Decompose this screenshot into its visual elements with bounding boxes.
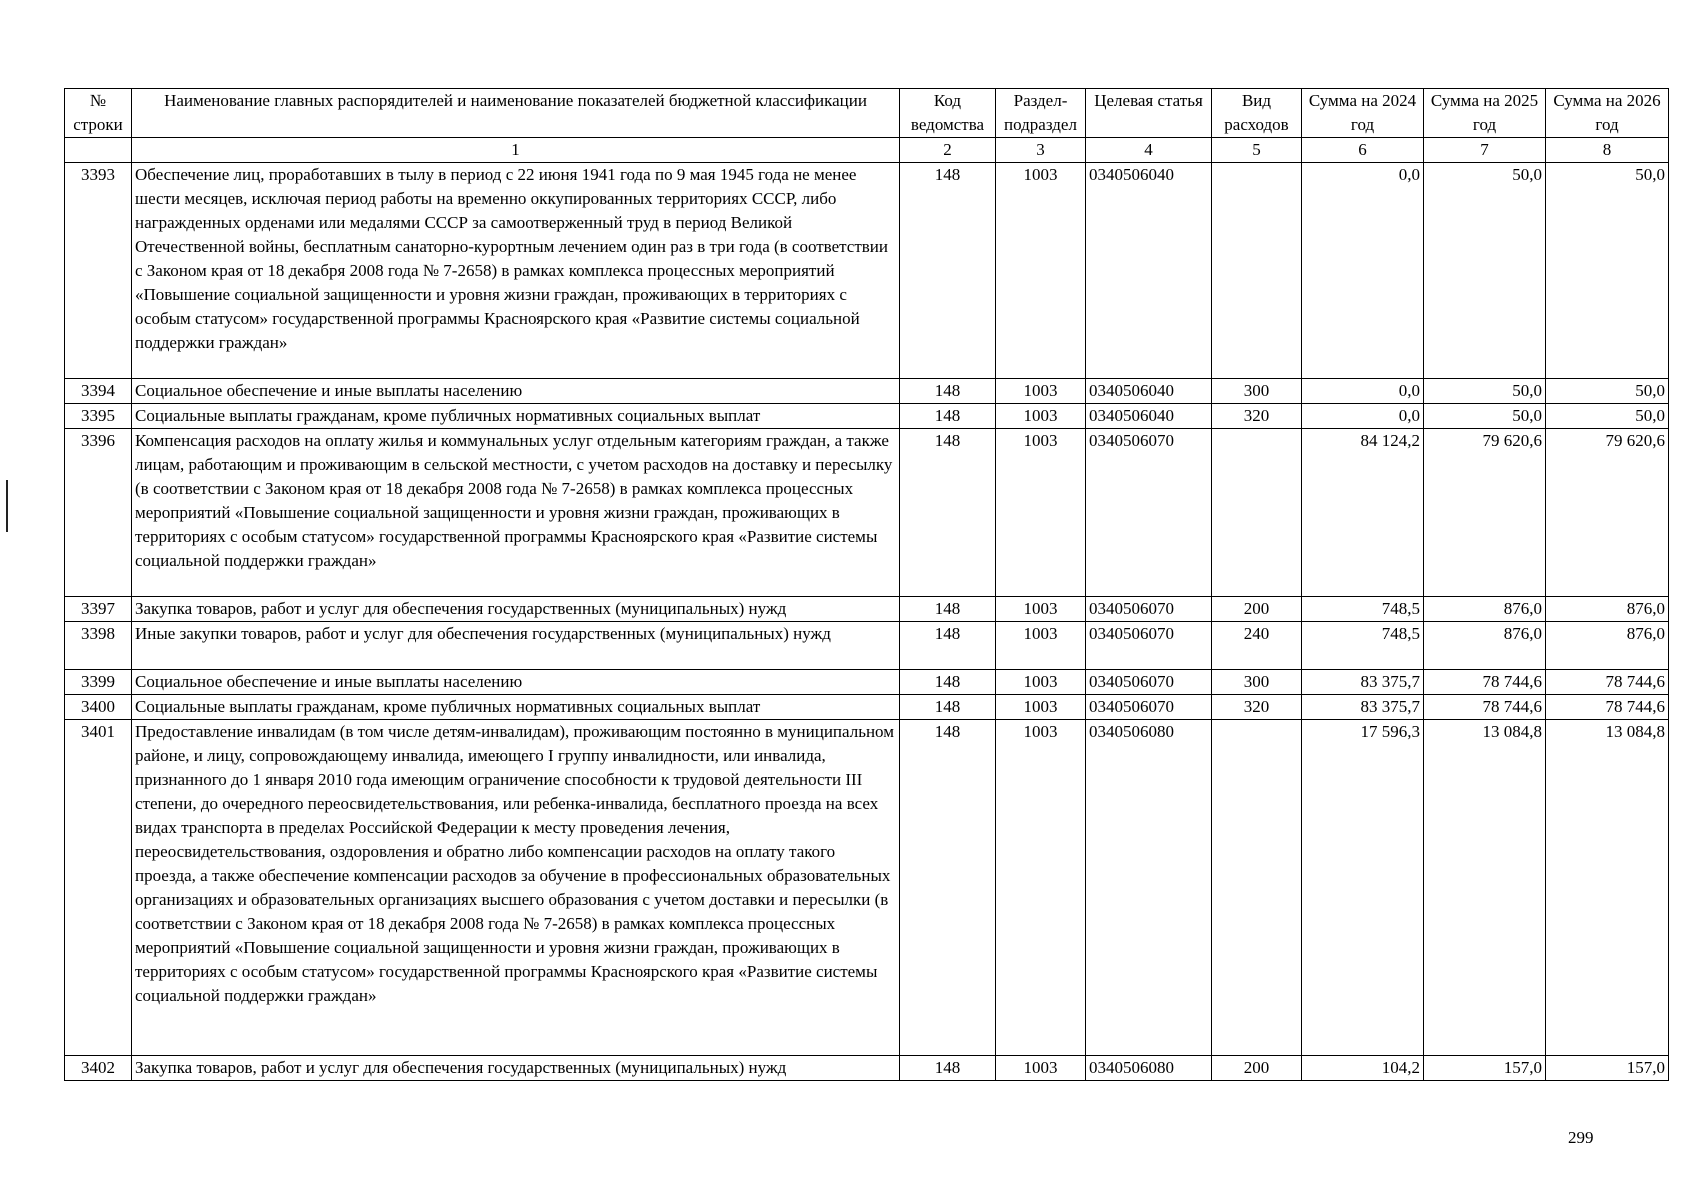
row-dept: 148 bbox=[900, 720, 996, 1056]
row-target: 0340506070 bbox=[1086, 597, 1212, 622]
row-sum-2025: 157,0 bbox=[1424, 1056, 1546, 1081]
row-type: 240 bbox=[1212, 622, 1302, 670]
table-row bbox=[65, 720, 1669, 1056]
row-section: 1003 bbox=[996, 597, 1086, 622]
row-sum-2026: 50,0 bbox=[1546, 379, 1669, 404]
row-sum-2024: 83 375,7 bbox=[1302, 695, 1424, 720]
row-target: 0340506040 bbox=[1086, 404, 1212, 429]
col-number: 6 bbox=[1302, 138, 1424, 163]
row-type: 200 bbox=[1212, 597, 1302, 622]
col-number: 5 bbox=[1212, 138, 1302, 163]
header-target: Целевая статья bbox=[1086, 89, 1212, 138]
row-target: 0340506080 bbox=[1086, 720, 1212, 1056]
row-sum-2024: 0,0 bbox=[1302, 379, 1424, 404]
row-dept: 148 bbox=[900, 429, 996, 597]
row-sum-2026: 50,0 bbox=[1546, 163, 1669, 379]
row-sum-2026: 79 620,6 bbox=[1546, 429, 1669, 597]
table-row bbox=[65, 404, 1669, 429]
row-section: 1003 bbox=[996, 670, 1086, 695]
header-name: Наименование главных распорядителей и наименование показателей бюджетной классификации bbox=[132, 89, 900, 138]
row-no: 3400 bbox=[65, 695, 132, 720]
row-target: 0340506070 bbox=[1086, 695, 1212, 720]
row-target: 0340506070 bbox=[1086, 429, 1212, 597]
row-no: 3401 bbox=[65, 720, 132, 1056]
row-no: 3397 bbox=[65, 597, 132, 622]
row-no: 3395 bbox=[65, 404, 132, 429]
row-type: 300 bbox=[1212, 670, 1302, 695]
row-sum-2025: 78 744,6 bbox=[1424, 695, 1546, 720]
row-sum-2025: 50,0 bbox=[1424, 379, 1546, 404]
row-sum-2024: 0,0 bbox=[1302, 404, 1424, 429]
row-target: 0340506040 bbox=[1086, 163, 1212, 379]
margin-mark bbox=[6, 480, 8, 532]
row-sum-2025: 13 084,8 bbox=[1424, 720, 1546, 1056]
table-row bbox=[65, 429, 1669, 597]
row-sum-2025: 79 620,6 bbox=[1424, 429, 1546, 597]
row-sum-2026: 876,0 bbox=[1546, 597, 1669, 622]
row-sum-2026: 78 744,6 bbox=[1546, 695, 1669, 720]
header-2026: Сумма на 2026 год bbox=[1546, 89, 1669, 138]
row-section: 1003 bbox=[996, 1056, 1086, 1081]
table-row bbox=[65, 622, 1669, 670]
row-type: 320 bbox=[1212, 695, 1302, 720]
row-dept: 148 bbox=[900, 597, 996, 622]
table-row bbox=[65, 597, 1669, 622]
row-section: 1003 bbox=[996, 622, 1086, 670]
row-type: 300 bbox=[1212, 379, 1302, 404]
row-name: Предоставление инвалидам (в том числе детям-инвалидам), проживающим постоянно в муниципальном районе, и лицу, сопровождающему инвалида, имеющего I группу инвалидности, или инвалида, признанного до 1 января 2010 года имеющим ограничение способности к трудовой деятельности III степени, до очередного переосвидетельствования, или ребенка-инвалида, бесплатного проезда на всех видах транспорта в пределах Российской Федерации к месту проведения лечения, переосвидетельствования, оздоровления и обратно либо компенсации расходов на оплату такого проезда, а также обеспечение компенсации расходов за обучение в профессиональных образовательных организациях и образовательных организациях высшего образования с учетом доставки и пересылки (в соответствии с Законом края от 18 декабря 2008 года № 7-2658) в рамках комплекса процессных мероприятий «Повышение социальной защищенности и уровня жизни граждан, проживающих в территориях с особым статусом» государственной программы Красноярского края «Развитие системы социальной поддержки граждан» bbox=[132, 720, 900, 1056]
row-sum-2024: 83 375,7 bbox=[1302, 670, 1424, 695]
header-no: № строки bbox=[65, 89, 132, 138]
page-number: 299 bbox=[1568, 1128, 1594, 1147]
row-type bbox=[1212, 429, 1302, 597]
row-sum-2024: 104,2 bbox=[1302, 1056, 1424, 1081]
col-number: 1 bbox=[132, 138, 900, 163]
row-name: Закупка товаров, работ и услуг для обеспечения государственных (муниципальных) нужд bbox=[132, 597, 900, 622]
row-section: 1003 bbox=[996, 163, 1086, 379]
row-sum-2024: 748,5 bbox=[1302, 622, 1424, 670]
row-name: Социальные выплаты гражданам, кроме публичных нормативных социальных выплат bbox=[132, 695, 900, 720]
row-sum-2026: 13 084,8 bbox=[1546, 720, 1669, 1056]
col-number-blank bbox=[65, 138, 132, 163]
row-target: 0340506070 bbox=[1086, 622, 1212, 670]
row-name: Социальное обеспечение и иные выплаты населению bbox=[132, 379, 900, 404]
table-row bbox=[65, 1056, 1669, 1081]
row-no: 3398 bbox=[65, 622, 132, 670]
row-target: 0340506070 bbox=[1086, 670, 1212, 695]
table-row bbox=[65, 695, 1669, 720]
row-target: 0340506080 bbox=[1086, 1056, 1212, 1081]
row-type: 200 bbox=[1212, 1056, 1302, 1081]
table-row bbox=[65, 379, 1669, 404]
column-number-row bbox=[65, 138, 1669, 163]
row-name: Компенсация расходов на оплату жилья и коммунальных услуг отдельным категориям граждан, а также лицам, работающим и проживающим в сельской местности, с учетом расходов на доставку и пересылку (в соответствии с Законом края от 18 декабря 2008 года № 7-2658) в рамках комплекса процессных мероприятий «Повышение социальной защищенности и уровня жизни граждан, проживающих в территориях с особым статусом» государственной программы Красноярского края «Развитие системы социальной поддержки граждан» bbox=[132, 429, 900, 597]
row-sum-2024: 0,0 bbox=[1302, 163, 1424, 379]
row-name: Иные закупки товаров, работ и услуг для обеспечения государственных (муниципальных) нужд bbox=[132, 622, 900, 670]
header-2025: Сумма на 2025 год bbox=[1424, 89, 1546, 138]
header-section: Раздел-подраздел bbox=[996, 89, 1086, 138]
row-type bbox=[1212, 720, 1302, 1056]
row-dept: 148 bbox=[900, 695, 996, 720]
row-name: Социальное обеспечение и иные выплаты населению bbox=[132, 670, 900, 695]
row-sum-2025: 876,0 bbox=[1424, 622, 1546, 670]
row-dept: 148 bbox=[900, 622, 996, 670]
row-no: 3402 bbox=[65, 1056, 132, 1081]
row-sum-2025: 78 744,6 bbox=[1424, 670, 1546, 695]
header-row bbox=[65, 89, 1669, 138]
row-sum-2025: 876,0 bbox=[1424, 597, 1546, 622]
row-section: 1003 bbox=[996, 429, 1086, 597]
row-section: 1003 bbox=[996, 695, 1086, 720]
row-section: 1003 bbox=[996, 379, 1086, 404]
row-sum-2024: 84 124,2 bbox=[1302, 429, 1424, 597]
table-row bbox=[65, 670, 1669, 695]
row-sum-2026: 50,0 bbox=[1546, 404, 1669, 429]
row-target: 0340506040 bbox=[1086, 379, 1212, 404]
row-name: Закупка товаров, работ и услуг для обеспечения государственных (муниципальных) нужд bbox=[132, 1056, 900, 1081]
row-type: 320 bbox=[1212, 404, 1302, 429]
col-number: 4 bbox=[1086, 138, 1212, 163]
row-sum-2025: 50,0 bbox=[1424, 163, 1546, 379]
row-sum-2024: 17 596,3 bbox=[1302, 720, 1424, 1056]
row-sum-2026: 876,0 bbox=[1546, 622, 1669, 670]
row-name: Социальные выплаты гражданам, кроме публичных нормативных социальных выплат bbox=[132, 404, 900, 429]
row-sum-2025: 50,0 bbox=[1424, 404, 1546, 429]
col-number: 7 bbox=[1424, 138, 1546, 163]
row-sum-2026: 157,0 bbox=[1546, 1056, 1669, 1081]
row-dept: 148 bbox=[900, 404, 996, 429]
row-sum-2026: 78 744,6 bbox=[1546, 670, 1669, 695]
table-row bbox=[65, 163, 1669, 379]
row-no: 3396 bbox=[65, 429, 132, 597]
col-number: 3 bbox=[996, 138, 1086, 163]
row-section: 1003 bbox=[996, 404, 1086, 429]
row-dept: 148 bbox=[900, 163, 996, 379]
header-dept: Код ведомства bbox=[900, 89, 996, 138]
col-number: 8 bbox=[1546, 138, 1669, 163]
row-name: Обеспечение лиц, проработавших в тылу в период с 22 июня 1941 года по 9 мая 1945 года не менее шести месяцев, исключая период работы на временно оккупированных территориях СССР, либо награжденных орденами или медалями СССР за самоотверженный труд в период Великой Отечественной войны, бесплатным санаторно-курортным лечением один раз в три года (в соответствии с Законом края от 18 декабря 2008 года № 7-2658) в рамках комплекса процессных мероприятий «Повышение социальной защищенности и уровня жизни граждан, проживающих в территориях с особым статусом» государственной программы Красноярского края «Развитие системы социальной поддержки граждан» bbox=[132, 163, 900, 379]
header-type: Вид расходов bbox=[1212, 89, 1302, 138]
row-no: 3394 bbox=[65, 379, 132, 404]
row-sum-2024: 748,5 bbox=[1302, 597, 1424, 622]
row-dept: 148 bbox=[900, 1056, 996, 1081]
row-dept: 148 bbox=[900, 379, 996, 404]
row-no: 3393 bbox=[65, 163, 132, 379]
row-no: 3399 bbox=[65, 670, 132, 695]
header-2024: Сумма на 2024 год bbox=[1302, 89, 1424, 138]
budget-table bbox=[64, 88, 1669, 1081]
row-type bbox=[1212, 163, 1302, 379]
row-dept: 148 bbox=[900, 670, 996, 695]
row-section: 1003 bbox=[996, 720, 1086, 1056]
col-number: 2 bbox=[900, 138, 996, 163]
